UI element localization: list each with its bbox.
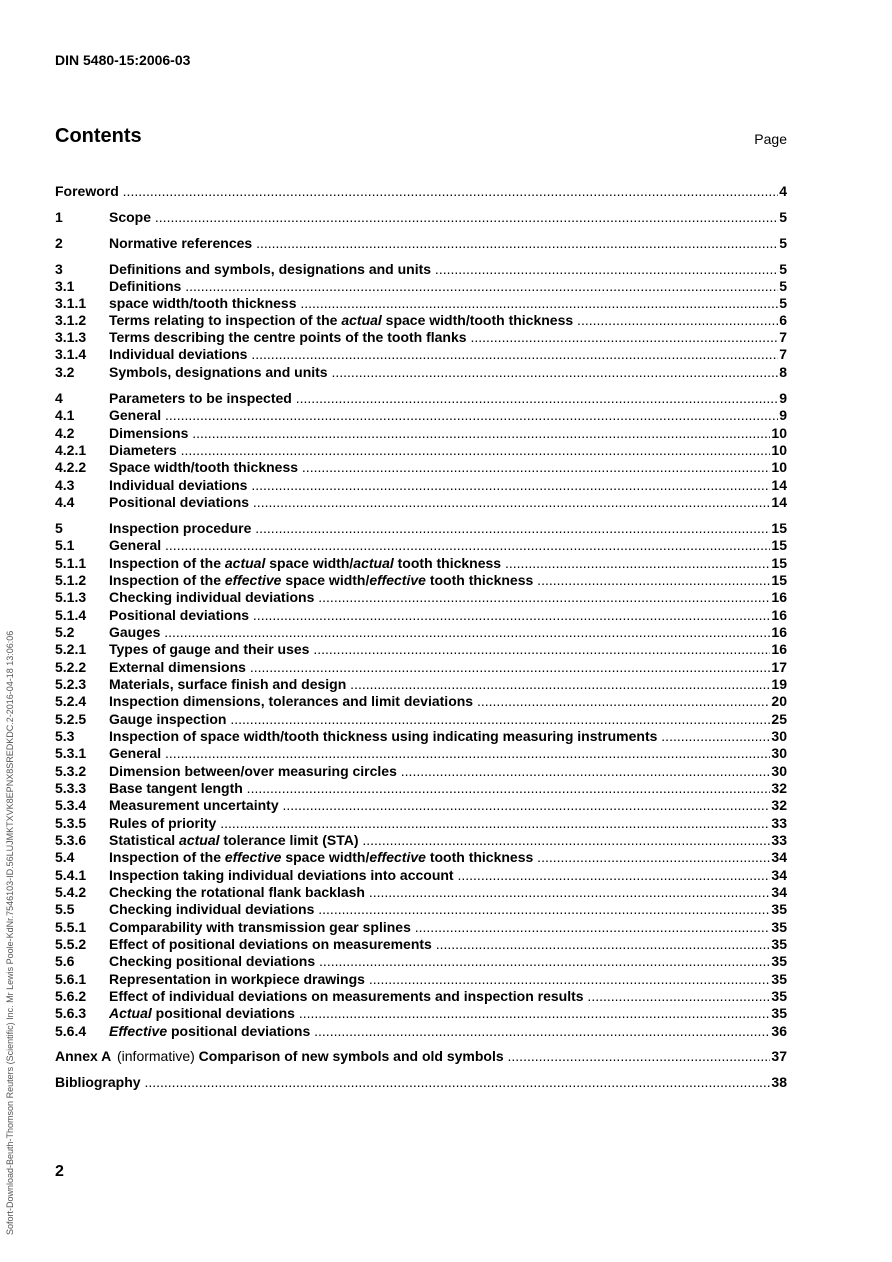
toc-entry-number: 5.6.2: [55, 988, 87, 1004]
toc-entry[interactable]: [55, 494, 787, 510]
toc-entry-title: Comparability with transmission gear splines .....: [109, 919, 770, 935]
toc-entry-title: Inspection of space width/tooth thickness using indicating measuring instruments .....: [109, 728, 770, 744]
toc-entry-page: 5: [779, 261, 787, 277]
toc-entry[interactable]: [55, 390, 787, 406]
toc-entry-title: Base tangent length .....: [109, 780, 770, 796]
toc-entry-page: 16: [771, 624, 787, 640]
toc-entry-title: External dimensions .....: [109, 659, 770, 675]
toc-entry-title: Parameters to be inspected .....: [109, 390, 778, 406]
toc-entry[interactable]: [55, 815, 787, 831]
toc-entry[interactable]: [55, 459, 787, 475]
page-column-label: Page: [754, 131, 787, 147]
toc-entry[interactable]: [55, 797, 787, 813]
toc-entry[interactable]: [55, 624, 787, 640]
toc-entry-title: Positional deviations .....: [109, 607, 770, 623]
toc-entry-title: Inspection procedure .....: [109, 520, 770, 536]
toc-entry-title: Diameters .....: [109, 442, 770, 458]
toc-entry-annex-a[interactable]: [55, 1048, 787, 1064]
toc-entry-title: Statistical actual tolerance limit (STA) .....: [109, 832, 770, 848]
toc-entry[interactable]: [55, 693, 787, 709]
toc-entry[interactable]: [55, 537, 787, 553]
toc-entry-number: 3.1.3: [55, 329, 87, 345]
toc-entry-title: Checking individual deviations .....: [109, 589, 770, 605]
toc-entry-number: 5.4.1: [55, 867, 87, 883]
toc-entry[interactable]: [55, 953, 787, 969]
toc-entry-page: 25: [771, 711, 787, 727]
toc-entry[interactable]: [55, 278, 787, 294]
toc-entry[interactable]: [55, 235, 787, 251]
toc-entry-title: Dimensions .....: [109, 425, 770, 441]
toc-entry-number: 4.2.2: [55, 459, 87, 475]
toc-entry[interactable]: [55, 988, 787, 1004]
toc-entry-title: Effect of individual deviations on measurements and inspection results .....: [109, 988, 770, 1004]
toc-entry[interactable]: [55, 659, 787, 675]
toc-entry-title: Inspection of the effective space width/effective tooth thickness .....: [109, 572, 770, 588]
toc-entry-title: Types of gauge and their uses .....: [109, 641, 770, 657]
toc-entry-title: Individual deviations .....: [109, 346, 778, 362]
toc-entry-number: 3.1.2: [55, 312, 87, 328]
toc-entry-title: Definitions and symbols, designations and units .....: [109, 261, 778, 277]
toc-entry-title: General .....: [109, 537, 770, 553]
toc-entry[interactable]: [55, 312, 787, 328]
toc-entry-page: 15: [771, 572, 787, 588]
toc-entry-number: 5.3.2: [55, 763, 87, 779]
toc-entry[interactable]: [55, 763, 787, 779]
toc-entry-page: 34: [771, 884, 787, 900]
toc-entry-title: Scope .....: [109, 209, 778, 225]
toc-entry-number: 2: [55, 235, 63, 251]
toc-entry-page: 4: [779, 183, 787, 199]
toc-entry-number: 5.5.1: [55, 919, 87, 935]
toc-entry-page: 19: [771, 676, 787, 692]
toc-entry[interactable]: [55, 209, 787, 225]
toc-entry-page: 38: [771, 1074, 787, 1090]
toc-entry[interactable]: [55, 295, 787, 311]
toc-entry-page: 15: [771, 555, 787, 571]
toc-entry-page: 33: [771, 815, 787, 831]
toc-entry-page: 5: [779, 295, 787, 311]
toc-entry[interactable]: [55, 867, 787, 883]
toc-entry-number: 5: [55, 520, 63, 536]
toc-entry-number: 5.1.4: [55, 607, 87, 623]
toc-entry[interactable]: [55, 261, 787, 277]
toc-entry-page: 10: [771, 442, 787, 458]
toc-entry[interactable]: [55, 1023, 787, 1039]
toc-entry-page: 8: [779, 364, 787, 380]
toc-entry[interactable]: [55, 407, 787, 423]
toc-entry[interactable]: [55, 641, 787, 657]
toc-entry[interactable]: [55, 971, 787, 987]
toc-entry-number: 5.1.3: [55, 589, 87, 605]
contents-heading: Contents: [55, 125, 142, 147]
toc-entry-title: Effect of positional deviations on measurements .....: [109, 936, 770, 952]
toc-entry[interactable]: [55, 520, 787, 536]
toc-entry-number: 5.4.2: [55, 884, 87, 900]
toc-entry-page: 9: [779, 390, 787, 406]
toc-entry[interactable]: [55, 936, 787, 952]
toc-entry[interactable]: [55, 555, 787, 571]
toc-entry-number: 4.2.1: [55, 442, 87, 458]
toc-entry-page: 35: [771, 919, 787, 935]
toc-entry[interactable]: [55, 1005, 787, 1021]
toc-entry[interactable]: [55, 884, 787, 900]
toc-entry-page: 30: [771, 745, 787, 761]
toc-entry-title: Space width/tooth thickness .....: [109, 459, 770, 475]
toc-entry-title: space width/tooth thickness .....: [109, 295, 778, 311]
toc-entry-number: 4.4: [55, 494, 75, 510]
toc-entry-number: 5.3.1: [55, 745, 87, 761]
toc-entry-page: 35: [771, 1005, 787, 1021]
toc-entry[interactable]: [55, 442, 787, 458]
toc-entry-number: 5.2.5: [55, 711, 87, 727]
toc-entry-number: 4.2: [55, 425, 75, 441]
toc-entry-number: 5.6: [55, 953, 75, 969]
toc-entry-title: Terms relating to inspection of the actual space width/tooth thickness .....: [109, 312, 778, 328]
toc-entry-title: Inspection taking individual deviations into account .....: [109, 867, 770, 883]
toc-entry-page: 7: [779, 346, 787, 362]
toc-entry-title: General .....: [109, 407, 778, 423]
toc-entry-title: Individual deviations .....: [109, 477, 770, 493]
toc-entry-title: Positional deviations .....: [109, 494, 770, 510]
toc-entry-title: Dimension between/over measuring circles .....: [109, 763, 770, 779]
toc-entry[interactable]: [55, 919, 787, 935]
toc-entry-number: 5.4: [55, 849, 75, 865]
toc-entry[interactable]: [55, 780, 787, 796]
toc-entry-number: 5.3.4: [55, 797, 87, 813]
toc-entry-number: 1: [55, 209, 63, 225]
toc-entry-page: 35: [771, 936, 787, 952]
toc-entry[interactable]: [55, 745, 787, 761]
toc-entry-number: 5.2: [55, 624, 75, 640]
toc-entry-title: (informative) Comparison of new symbols and old symbols .....: [117, 1048, 770, 1064]
toc-entry-title: Inspection of the effective space width/effective tooth thickness .....: [109, 849, 770, 865]
toc-entry-title: Bibliography .....: [55, 1074, 770, 1090]
toc-entry-page: 5: [779, 278, 787, 294]
page-number: 2: [55, 1163, 64, 1180]
toc-entry-page: 32: [771, 797, 787, 813]
toc-entry-title: Representation in workpiece drawings .....: [109, 971, 770, 987]
toc-entry-number: 4: [55, 390, 63, 406]
toc-entry-number: 3.1: [55, 278, 75, 294]
toc-entry[interactable]: [55, 477, 787, 493]
toc-entry[interactable]: [55, 589, 787, 605]
toc-entry-foreword[interactable]: [55, 183, 787, 199]
toc-entry[interactable]: [55, 364, 787, 380]
toc-entry-number: 5.3.6: [55, 832, 87, 848]
toc-entry-title: Inspection dimensions, tolerances and limit deviations .....: [109, 693, 770, 709]
toc-entry-title: Actual positional deviations .....: [109, 1005, 770, 1021]
toc-entry-title: Terms describing the centre points of the tooth flanks .....: [109, 329, 778, 345]
toc-entry-number: 5.5: [55, 901, 75, 917]
toc-entry-title: Gauges .....: [109, 624, 770, 640]
toc-entry-title: Definitions .....: [109, 278, 778, 294]
toc-entry-page: 5: [779, 209, 787, 225]
toc-entry[interactable]: [55, 607, 787, 623]
toc-entry-number: 5.1.2: [55, 572, 87, 588]
toc-entry-page: 7: [779, 329, 787, 345]
toc-entry-number: 5.2.1: [55, 641, 87, 657]
toc-entry-title: Checking individual deviations .....: [109, 901, 770, 917]
toc-entry-number: 3.1.1: [55, 295, 87, 311]
toc-entry-number: 5.2.4: [55, 693, 87, 709]
toc-entry-page: 14: [771, 494, 787, 510]
toc-entry-page: 33: [771, 832, 787, 848]
toc-entry-page: 32: [771, 780, 787, 796]
toc-entry-title: Materials, surface finish and design .....: [109, 676, 770, 692]
toc-entry-title: Normative references .....: [109, 235, 778, 251]
toc-entry-page: 17: [771, 659, 787, 675]
toc-entry[interactable]: [55, 329, 787, 345]
toc-entry[interactable]: [55, 425, 787, 441]
toc-entry-number: 5.5.2: [55, 936, 87, 952]
toc-entry-page: 16: [771, 589, 787, 605]
toc-entry-page: 30: [771, 728, 787, 744]
toc-entry-title: Inspection of the actual space width/actual tooth thickness .....: [109, 555, 770, 571]
toc-entry-page: 20: [771, 693, 787, 709]
toc-entry[interactable]: [55, 346, 787, 362]
toc-entry-page: 5: [779, 235, 787, 251]
toc-entry-page: 35: [771, 901, 787, 917]
download-watermark: Sofort-Download-Beuth-Thomson Reuters (Scientific) Inc. Mr Lewis Poole-KdNr.7546103-ID.56LUJMKTXVK8EPNX8SREDKDC.2-2016-04-18 13:06:06: [5, 630, 15, 1235]
toc-entry-title: Measurement uncertainty .....: [109, 797, 770, 813]
toc-entry-number: Annex A: [55, 1048, 112, 1064]
toc-entry[interactable]: [55, 832, 787, 848]
toc-entry-page: 15: [771, 520, 787, 536]
toc-entry-page: 34: [771, 867, 787, 883]
toc-entry[interactable]: [55, 676, 787, 692]
toc-entry-page: 34: [771, 849, 787, 865]
toc-entry[interactable]: [55, 849, 787, 865]
toc-entry-number: 5.6.4: [55, 1023, 87, 1039]
toc-entry-page: 16: [771, 607, 787, 623]
toc-entry-page: 9: [779, 407, 787, 423]
toc-entry-page: 37: [771, 1048, 787, 1064]
toc-entry-page: 35: [771, 971, 787, 987]
toc-entry-number: 5.6.1: [55, 971, 87, 987]
toc-entry-page: 15: [771, 537, 787, 553]
toc-entry-title: Foreword .....: [55, 183, 778, 199]
toc-entry-bibliography[interactable]: [55, 1074, 787, 1090]
toc-entry-number: 5.2.2: [55, 659, 87, 675]
toc-entry-page: 6: [779, 312, 787, 328]
toc-entry-page: 35: [771, 988, 787, 1004]
toc-entry-page: 14: [771, 477, 787, 493]
toc-entry[interactable]: [55, 572, 787, 588]
toc-entry-number: 5.3.3: [55, 780, 87, 796]
toc-entry-page: 35: [771, 953, 787, 969]
toc-entry-number: 5.2.3: [55, 676, 87, 692]
toc-entry[interactable]: [55, 728, 787, 744]
toc-entry-number: 5.3: [55, 728, 75, 744]
document-id: DIN 5480-15:2006-03: [55, 52, 191, 68]
toc-entry-number: 3.1.4: [55, 346, 87, 362]
toc-entry-number: 4.1: [55, 407, 75, 423]
toc-entry-title: Checking positional deviations .....: [109, 953, 770, 969]
toc-entry-page: 36: [771, 1023, 787, 1039]
toc-entry-number: 5.6.3: [55, 1005, 87, 1021]
toc-entry-page: 10: [771, 425, 787, 441]
toc-entry-title: General .....: [109, 745, 770, 761]
toc-entry-title: Rules of priority .....: [109, 815, 770, 831]
toc-entry-page: 10: [771, 459, 787, 475]
toc-entry-number: 5.3.5: [55, 815, 87, 831]
toc-entry-title: Symbols, designations and units .....: [109, 364, 778, 380]
toc-entry-page: 16: [771, 641, 787, 657]
toc-entry-number: 3.2: [55, 364, 75, 380]
toc-entry-number: 3: [55, 261, 63, 277]
toc-entry[interactable]: [55, 901, 787, 917]
toc-entry-title: Checking the rotational flank backlash .....: [109, 884, 770, 900]
toc-entry-number: 5.1.1: [55, 555, 87, 571]
toc-entry-number: 5.1: [55, 537, 75, 553]
toc-entry-number: 4.3: [55, 477, 75, 493]
toc-entry-title: Gauge inspection .....: [109, 711, 770, 727]
toc-entry[interactable]: [55, 711, 787, 727]
toc-entry-title: Effective positional deviations .....: [109, 1023, 770, 1039]
toc-entry-page: 30: [771, 763, 787, 779]
